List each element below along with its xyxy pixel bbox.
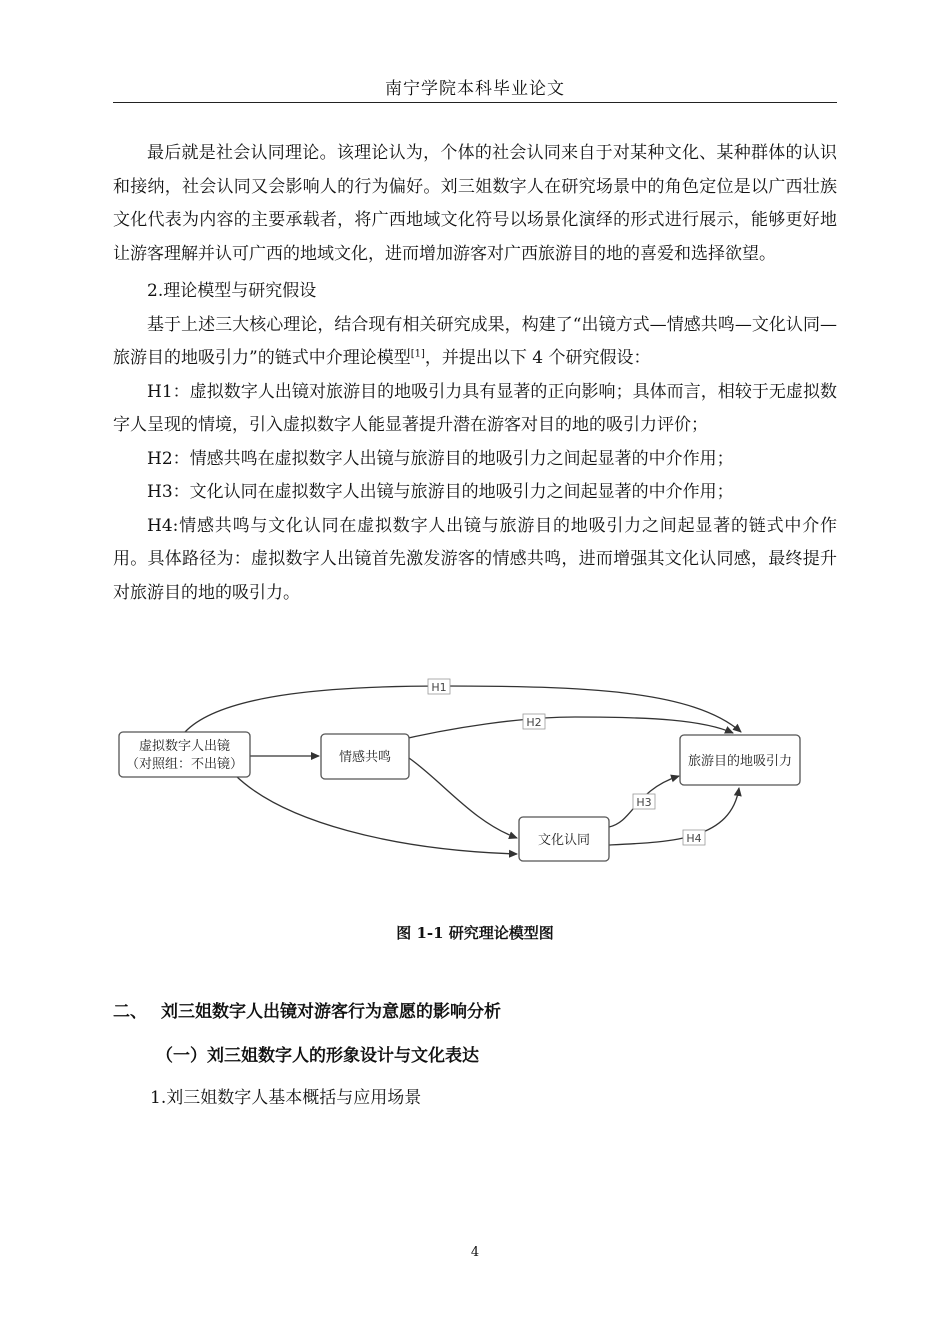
hypothesis-h4: H4:情感共鸣与文化认同在虚拟数字人出镜与旅游目的地吸引力之间起显著的链式中介作用。具体路径为：虚拟数字人出镜首先激发游客的情感共鸣，进而增强其文化认同感，最终提升对旅游目的地的吸引力。 [113, 515, 837, 603]
research-model-diagram [113, 672, 837, 872]
subsubsection-heading: 1.刘三姐数字人基本概括与应用场景 [150, 1088, 422, 1108]
section-heading [113, 997, 837, 1022]
svg-text:H3: H3 [636, 796, 652, 809]
hypothesis-h2: H2：情感共鸣在虚拟数字人出镜与旅游目的地吸引力之间起显著的中介作用； [147, 448, 734, 469]
node-emotion [321, 734, 409, 779]
svg-text:H4: H4 [686, 832, 702, 845]
label-h4 [683, 830, 705, 845]
svg-text:H2: H2 [526, 716, 542, 729]
label-h2 [523, 714, 545, 729]
svg-text:虚拟数字人出镜: 虚拟数字人出镜 [138, 739, 231, 754]
node-destination-attraction [680, 735, 800, 785]
running-header: 南宁学院本科毕业论文 [385, 79, 565, 99]
svg-text:文化认同: 文化认同 [537, 833, 591, 848]
section-number: 二、 [113, 1002, 147, 1022]
label-h3 [633, 794, 655, 809]
svg-text:（对照组：不出镜）: （对照组：不出镜） [125, 757, 244, 772]
edge-emotion-culture [409, 758, 517, 838]
figure-caption: 图 1-1 研究理论模型图 [396, 924, 554, 942]
page-number: 4 [470, 1245, 480, 1260]
citation-ref[interactable]: [1] [410, 348, 425, 360]
model-intro-text: 基于上述三大核心理论，结合现有相关研究成果，构建了“出镜方式—情感共鸣—文化认同—旅游目的地吸引力”的链式中介理论模型 [113, 314, 837, 368]
svg-text:旅游目的地吸引力: 旅游目的地吸引力 [687, 754, 793, 769]
svg-text:情感共鸣: 情感共鸣 [338, 750, 392, 765]
label-h1 [428, 679, 450, 694]
paragraph-model-intro [113, 309, 837, 376]
paragraph-social-identity: 最后就是社会认同理论。该理论认为，个体的社会认同来自于对某种文化、某种群体的认识和接纳，社会认同又会影响人的行为偏好。刘三姐数字人在研究场景中的角色定位是以广西壮族文化代表为内容的主要承载者，将广西地域文化符号以场景化演绎的形式进行展示，能够更好地让游客理解并认可广西的地域文化，进而增加游客对广西旅游目的地的喜爱和选择欲望。 [113, 143, 837, 264]
node-culture [519, 817, 609, 861]
svg-text:H1: H1 [431, 681, 447, 694]
section-title: 刘三姐数字人出镜对游客行为意愿的影响分析 [161, 1002, 501, 1022]
hypothesis-h1: H1：虚拟数字人出镜对旅游目的地吸引力具有显著的正向影响；具体而言，相较于无虚拟数字人呈现的情境，引入虚拟数字人能显著提升潜在游客对目的地的吸引力评价； [113, 381, 837, 435]
header-rule [113, 102, 837, 103]
subsection-heading: （一）刘三姐数字人的形象设计与文化表达 [156, 1046, 479, 1066]
model-intro-tail: ，并提出以下 4 个研究假设： [424, 348, 651, 368]
hypothesis-h3: H3：文化认同在虚拟数字人出镜与旅游目的地吸引力之间起显著的中介作用； [147, 482, 734, 502]
subheading-model: 2.理论模型与研究假设 [147, 281, 317, 301]
body-text [113, 137, 837, 610]
edge-h1 [185, 686, 741, 732]
edge-h4 [609, 788, 739, 845]
node-virtual-human [119, 732, 250, 777]
